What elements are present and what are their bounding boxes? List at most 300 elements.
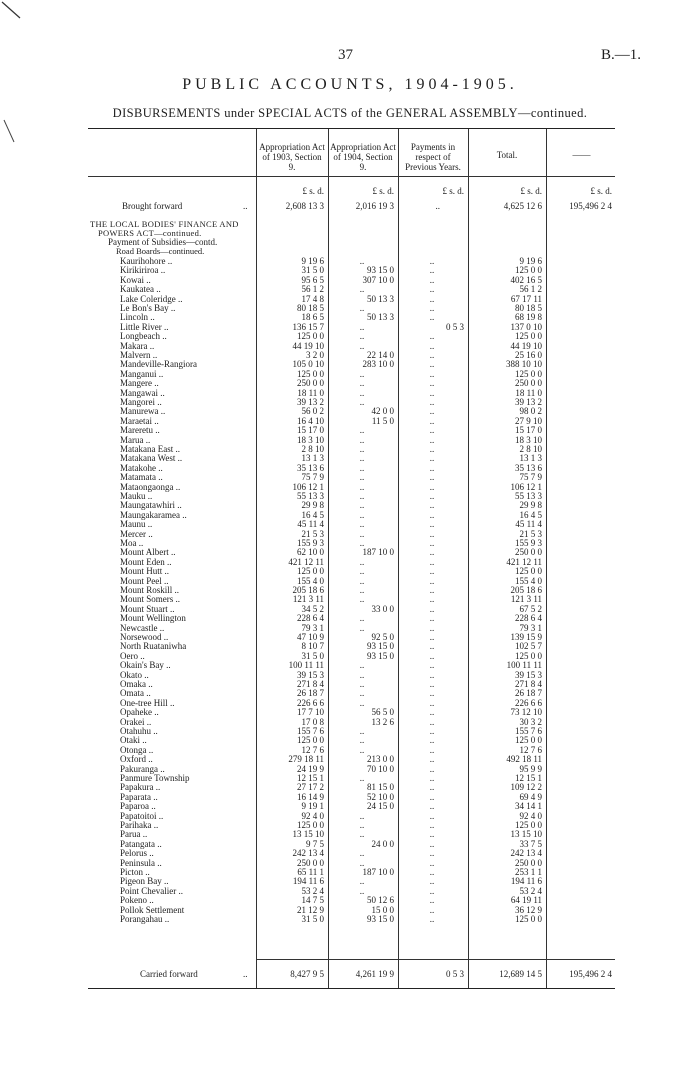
amount-cell-c2: ..: [359, 321, 365, 332]
amount-cell-c3: ..: [429, 453, 435, 464]
amount-cell-c4: 139 15 9: [510, 632, 542, 642]
road-board-name: Makara ..: [120, 340, 155, 351]
road-board-name: Moa ..: [120, 538, 144, 548]
road-board-name: Kaukatea ..: [120, 284, 161, 295]
amount-cell-c2: ..: [359, 538, 365, 548]
road-board-name: Lake Coleridge ..: [120, 293, 183, 304]
amount-cell-c2: 50 12 6: [367, 895, 394, 906]
amount-cell-c3: ..: [429, 519, 435, 530]
amount-cell-c4: 15 17 0: [515, 425, 542, 436]
amount-cell-c1: 125 0 0: [297, 735, 324, 746]
table-row: [88, 792, 615, 801]
column-header-act-1903: Appropriation Act of 1903, Section 9.: [259, 142, 325, 172]
amount-cell-c4: 121 3 11: [510, 594, 542, 605]
amount-cell-c2: 307 10 0: [362, 274, 394, 285]
amount-cell-c3: ..: [429, 867, 435, 877]
amount-cell-c1: 18 6 5: [301, 312, 324, 323]
road-board-name: Mangorei ..: [120, 397, 162, 407]
amount-cell-c1: 8 10 7: [301, 641, 324, 652]
road-board-name: Kaurihohore ..: [120, 256, 173, 266]
amount-cell-c3: ..: [429, 462, 435, 473]
amount-cell-c1: 53 2 4: [301, 885, 324, 896]
amount-cell-c2: 187 10 0: [362, 867, 394, 877]
road-board-name: Pollok Settlement: [120, 904, 185, 915]
amount-cell-c2: ..: [359, 820, 365, 830]
amount-cell-c2: ..: [359, 594, 365, 605]
amount-cell-c3: ..: [429, 660, 435, 671]
amount-cell-c2: ..: [359, 810, 365, 821]
amount-cell-c3: ..: [429, 556, 435, 567]
amount-cell-c4: 250 0 0: [515, 857, 542, 868]
total-rule: [256, 959, 615, 960]
amount-cell-c2: ..: [359, 697, 365, 708]
road-board-name: North Ruataniwha: [120, 641, 187, 652]
amount-cell-c4: 45 11 4: [515, 519, 542, 530]
road-board-name: Papatoitoi ..: [120, 810, 164, 821]
amount-cell-c4: 100 11 11: [506, 660, 542, 671]
amount-cell-c3: ..: [429, 632, 435, 642]
amount-cell-c4: 155 9 3: [515, 538, 542, 548]
road-board-name: Maungakaramea ..: [120, 509, 187, 520]
amount-cell-c1: 56 1 2: [301, 284, 324, 295]
amount-cell-c2: ..: [359, 331, 365, 342]
amount-cell-c3: ..: [429, 697, 435, 708]
table-row: [88, 557, 615, 566]
amount-cell-c3: ..: [429, 716, 435, 727]
amount-cell-c1: 21 12 9: [297, 904, 324, 915]
amount-cell-c3: ..: [429, 782, 435, 793]
amount-cell-c2: ..: [359, 500, 365, 511]
carried-forward-c4: 12,689 14 5: [499, 969, 542, 979]
amount-cell-c1: 31 5 0: [301, 914, 324, 924]
road-board-name: Mangawai ..: [120, 387, 165, 398]
amount-cell-c2: ..: [359, 519, 365, 530]
amount-cell-c2: ..: [359, 622, 365, 633]
road-board-name: Papakura ..: [120, 782, 161, 793]
amount-cell-c1: 13 1 3: [301, 453, 324, 464]
amount-cell-c1: 39 15 3: [297, 669, 324, 680]
amount-cell-c4: 137 0 10: [510, 321, 542, 332]
amount-cell-c4: 25 16 0: [515, 350, 542, 360]
road-board-name: Mount Wellington: [120, 613, 186, 624]
amount-cell-c2: ..: [359, 848, 365, 859]
table-row: [88, 670, 615, 679]
road-board-name: Paparata ..: [120, 791, 158, 802]
amount-cell-c1: 39 13 2: [297, 397, 324, 407]
table-row: [88, 519, 615, 528]
table-row: [88, 406, 615, 415]
table-row: [88, 416, 615, 425]
amount-cell-c4: 125 0 0: [515, 735, 542, 746]
amount-cell-c4: 35 13 6: [515, 462, 542, 473]
amount-cell-c4: 2 8 10: [519, 444, 542, 454]
amount-cell-c3: ..: [429, 707, 435, 718]
amount-cell-c2: ..: [359, 735, 365, 746]
amount-cell-c2: ..: [359, 453, 365, 464]
amount-cell-c1: 15 17 0: [297, 425, 324, 436]
amount-cell-c4: 75 7 9: [519, 472, 542, 483]
road-board-name: Parua ..: [120, 829, 148, 840]
amount-cell-c4: 55 13 3: [515, 491, 542, 501]
amount-cell-c2: 56 5 0: [371, 707, 394, 718]
amount-cell-c3: ..: [429, 340, 435, 351]
amount-cell-c4: 125 0 0: [515, 265, 542, 276]
amount-cell-c3: ..: [429, 669, 435, 680]
amount-cell-c3: ..: [429, 744, 435, 755]
amount-cell-c1: 2 8 10: [301, 444, 324, 454]
amount-cell-c3: ..: [429, 688, 435, 699]
amount-cell-c3: ..: [429, 481, 435, 492]
carried-forward-label: Carried forward: [140, 969, 198, 979]
road-board-name: Okain's Bay ..: [120, 660, 171, 671]
amount-cell-c1: 228 6 4: [297, 613, 324, 624]
amount-cell-c4: 106 12 1: [510, 481, 542, 492]
road-board-name: Oxford ..: [120, 754, 153, 765]
road-board-name: Pigeon Bay ..: [120, 876, 169, 887]
currency-label: £ s. d.: [442, 186, 464, 196]
road-board-name: Matakana East ..: [120, 444, 180, 454]
amount-cell-c2: 24 0 0: [371, 838, 394, 849]
amount-cell-c4: 125 0 0: [515, 566, 542, 577]
table-row: [88, 623, 615, 632]
road-board-name: Patangata ..: [120, 838, 162, 849]
amount-cell-c3: ..: [429, 810, 435, 821]
amount-cell-c2: ..: [359, 744, 365, 755]
currency-label: £ s. d.: [520, 186, 542, 196]
amount-cell-c3: ..: [429, 754, 435, 765]
amount-cell-c3: ..: [429, 406, 435, 417]
table-row: [88, 745, 615, 754]
amount-cell-c3: ..: [429, 848, 435, 859]
road-board-name: Matamata ..: [120, 472, 163, 483]
table-row: [88, 660, 615, 669]
amount-cell-c3: ..: [429, 547, 435, 558]
amount-cell-c2: ..: [359, 491, 365, 501]
amount-cell-c1: 29 9 8: [301, 500, 324, 511]
amount-cell-c2: ..: [359, 885, 365, 896]
amount-cell-c3: 0 5 3: [446, 321, 464, 332]
amount-cell-c1: 17 4 8: [301, 293, 324, 304]
amount-cell-c4: 242 13 4: [510, 848, 542, 859]
table-row: [88, 472, 615, 481]
amount-cell-c3: ..: [429, 397, 435, 407]
table-row: [88, 425, 615, 434]
road-board-name: Mount Eden ..: [120, 556, 172, 567]
amount-cell-c3: ..: [429, 274, 435, 285]
amount-cell-c2: ..: [359, 444, 365, 454]
amount-cell-c1: 62 10 0: [297, 547, 324, 558]
amount-cell-c4: 125 0 0: [515, 820, 542, 830]
road-board-name: Panmure Township: [120, 773, 190, 783]
amount-cell-c2: 93 15 0: [367, 265, 394, 276]
amount-cell-c2: 22 14 0: [367, 350, 394, 360]
amount-cell-c4: 125 0 0: [515, 650, 542, 661]
table-row: [88, 688, 615, 697]
amount-cell-c3: ..: [429, 622, 435, 633]
currency-label: £ s. d.: [590, 186, 612, 196]
amount-cell-c2: ..: [359, 378, 365, 389]
amount-cell-c4: 53 2 4: [519, 885, 542, 896]
road-board-name: Otaki ..: [120, 735, 147, 746]
amount-cell-c2: 93 15 0: [367, 641, 394, 652]
amount-cell-c1: 26 18 7: [297, 688, 324, 699]
amount-cell-c1: 56 0 2: [301, 406, 324, 417]
table-row: [88, 378, 615, 387]
amount-cell-c1: 106 12 1: [292, 481, 324, 492]
amount-cell-c3: ..: [429, 838, 435, 849]
amount-cell-c4: 253 1 1: [515, 867, 542, 877]
amount-cell-c3: ..: [429, 528, 435, 539]
amount-cell-c4: 98 0 2: [519, 406, 542, 417]
amount-cell-c1: 250 0 0: [297, 857, 324, 868]
amount-cell-c4: 68 19 8: [515, 312, 542, 323]
table-row: [88, 294, 615, 303]
amount-cell-c2: ..: [359, 481, 365, 492]
amount-cell-c1: 121 3 11: [292, 594, 324, 605]
amount-cell-c3: ..: [429, 801, 435, 812]
page-subtitle: DISBURSEMENTS under SPECIAL ACTS of the GENERAL ASSEMBLY—continued.: [112, 106, 588, 120]
amount-cell-c1: 47 10 9: [297, 632, 324, 642]
amount-cell-c4: 56 1 2: [519, 284, 542, 295]
amount-cell-c4: 250 0 0: [515, 547, 542, 558]
amount-cell-c2: ..: [359, 876, 365, 887]
amount-cell-c2: ..: [359, 472, 365, 483]
amount-cell-c1: 226 6 6: [297, 697, 324, 708]
column-header-blank: ——: [572, 150, 591, 160]
amount-cell-c4: 39 13 2: [515, 397, 542, 407]
table-row: [88, 547, 615, 556]
table-row: [88, 350, 615, 359]
amount-cell-c2: 213 0 0: [367, 754, 394, 765]
amount-cell-c3: ..: [429, 773, 435, 783]
amount-cell-c2: ..: [359, 340, 365, 351]
amount-cell-c2: ..: [359, 679, 365, 689]
table-row: [88, 312, 615, 321]
amount-cell-c4: 492 18 11: [506, 754, 542, 765]
road-board-name: Paparoa ..: [120, 801, 156, 812]
table-row: [88, 576, 615, 585]
amount-cell-c1: 136 15 7: [292, 321, 324, 332]
road-board-name: Otahuhu ..: [120, 726, 158, 736]
amount-cell-c1: 16 4 10: [297, 415, 324, 426]
amount-cell-c3: ..: [429, 303, 435, 313]
document-reference: B.—1.: [601, 47, 642, 63]
road-board-name: Matakohe ..: [120, 462, 163, 473]
page-number: 37: [338, 47, 353, 63]
amount-cell-c3: ..: [429, 641, 435, 652]
amount-cell-c2: 52 10 0: [367, 791, 394, 802]
road-board-name: Norsewood ..: [120, 632, 169, 642]
carried-forward-c1: 8,427 9 5: [290, 969, 324, 979]
amount-cell-c1: 75 7 9: [301, 472, 324, 483]
road-board-name: Okato ..: [120, 669, 149, 680]
amount-cell-c1: 250 0 0: [297, 378, 324, 389]
road-board-name: Mercer ..: [120, 528, 153, 539]
amount-cell-c3: ..: [429, 735, 435, 746]
table-row: [88, 782, 615, 791]
amount-cell-c1: 155 4 0: [297, 575, 324, 586]
amount-cell-c4: 36 12 9: [515, 904, 542, 915]
amount-cell-c4: 67 5 2: [519, 603, 542, 614]
amount-cell-c1: 31 5 0: [301, 265, 324, 276]
currency-label: £ s. d.: [302, 186, 324, 196]
header-rule: [88, 176, 615, 177]
table-row: [88, 867, 615, 876]
amount-cell-c4: 18 11 0: [515, 387, 542, 398]
amount-cell-c3: ..: [429, 613, 435, 624]
amount-cell-c4: 205 18 6: [510, 585, 542, 595]
table-row: [88, 914, 615, 923]
table-row: [88, 500, 615, 509]
amount-cell-c1: 16 4 5: [301, 509, 324, 520]
amount-cell-c4: 228 6 4: [515, 613, 542, 624]
amount-cell-c2: 283 10 0: [362, 359, 394, 370]
table-row: [88, 482, 615, 491]
table-row: [88, 876, 615, 885]
section-heading-road-boards: Road Boards—continued.: [116, 246, 205, 256]
amount-cell-c3: ..: [429, 256, 435, 266]
table-row: [88, 491, 615, 500]
amount-cell-c4: 33 7 5: [519, 838, 542, 849]
table-row: [88, 388, 615, 397]
table-row: [88, 256, 615, 265]
carried-forward-c5: 195,496 2 4: [569, 969, 612, 979]
amount-cell-c3: ..: [429, 679, 435, 689]
table-row: [88, 858, 615, 867]
amount-cell-c2: 15 0 0: [371, 904, 394, 915]
amount-cell-c1: 95 6 5: [301, 274, 324, 285]
amount-cell-c2: ..: [359, 660, 365, 671]
amount-cell-c2: 13 2 6: [371, 716, 394, 727]
amount-cell-c3: ..: [429, 594, 435, 605]
table-row: [88, 435, 615, 444]
road-board-name: Maungatawhiri ..: [120, 500, 182, 511]
amount-cell-c3: ..: [429, 914, 435, 924]
amount-cell-c1: 421 12 11: [288, 556, 324, 567]
table-row: [88, 848, 615, 857]
amount-cell-c2: ..: [359, 528, 365, 539]
amount-cell-c2: ..: [359, 397, 365, 407]
table-row: [88, 359, 615, 368]
amount-cell-c3: ..: [429, 368, 435, 379]
amount-cell-c3: ..: [429, 585, 435, 595]
table-row: [88, 726, 615, 735]
road-board-name: Marua ..: [120, 434, 151, 445]
brought-forward-c1: 2,608 13 3: [285, 201, 324, 211]
brought-forward-c4: 4,625 12 6: [503, 201, 542, 211]
table-row: [88, 632, 615, 641]
amount-cell-c3: ..: [429, 820, 435, 830]
amount-cell-c2: ..: [359, 575, 365, 586]
road-board-name: Malvern ..: [120, 350, 158, 360]
road-board-name: Mount Peel ..: [120, 575, 169, 586]
amount-cell-c3: ..: [429, 895, 435, 906]
brought-forward-c3: ..: [435, 201, 440, 211]
road-board-name: Mount Roskill ..: [120, 585, 180, 595]
amount-cell-c2: ..: [359, 726, 365, 736]
amount-cell-c2: 93 15 0: [367, 914, 394, 924]
amount-cell-c3: ..: [429, 293, 435, 304]
amount-cell-c2: 92 5 0: [371, 632, 394, 642]
road-board-name: Pokeno ..: [120, 895, 154, 906]
road-board-name: Lincoln ..: [120, 312, 155, 323]
amount-cell-c4: 16 4 5: [519, 509, 542, 520]
amount-cell-c3: ..: [429, 538, 435, 548]
amount-cell-c2: ..: [359, 425, 365, 436]
road-board-name: Mount Stuart ..: [120, 603, 175, 614]
amount-cell-c3: ..: [429, 491, 435, 501]
amount-cell-c4: 44 19 10: [510, 340, 542, 351]
amount-cell-c4: 226 6 6: [515, 697, 542, 708]
amount-cell-c1: 194 11 6: [292, 876, 324, 887]
leader-dots: ..: [243, 201, 248, 211]
table-row: [88, 303, 615, 312]
road-board-name: Kowai ..: [120, 274, 151, 285]
table-row: [88, 566, 615, 575]
road-board-name: Matakana West ..: [120, 453, 183, 464]
amount-cell-c4: 73 12 10: [510, 707, 542, 718]
amount-cell-c1: 35 13 6: [297, 462, 324, 473]
amount-cell-c3: ..: [429, 359, 435, 370]
amount-cell-c1: 44 19 10: [292, 340, 324, 351]
table-row: [88, 707, 615, 716]
amount-cell-c2: 42 0 0: [371, 406, 394, 417]
brought-forward-label: Brought forward: [122, 201, 183, 211]
amount-cell-c2: 93 15 0: [367, 650, 394, 661]
amount-cell-c1: 125 0 0: [297, 566, 324, 577]
amount-cell-c1: 3 2 0: [306, 350, 324, 360]
table-row: [88, 538, 615, 547]
road-board-name: Mandeville-Rangiora: [120, 359, 197, 370]
road-board-name: Le Bon's Bay ..: [120, 303, 176, 313]
amount-cell-c3: ..: [429, 726, 435, 736]
amount-cell-c4: 125 0 0: [515, 331, 542, 342]
amount-cell-c1: 80 18 5: [297, 303, 324, 313]
road-board-name: Newcastle ..: [120, 622, 165, 633]
table-row: [88, 529, 615, 538]
amount-cell-c4: 95 9 9: [519, 763, 542, 774]
amount-cell-c4: 92 4 0: [519, 810, 542, 821]
table-row: [88, 284, 615, 293]
amount-cell-c3: ..: [429, 500, 435, 511]
carried-forward-c3: 0 5 3: [446, 969, 464, 979]
amount-cell-c1: 12 7 6: [301, 744, 324, 755]
amount-cell-c4: 125 0 0: [515, 368, 542, 379]
amount-cell-c2: 24 15 0: [367, 801, 394, 812]
amount-cell-c3: ..: [429, 876, 435, 887]
road-board-name: Little River ..: [120, 321, 169, 332]
amount-cell-c3: ..: [429, 650, 435, 661]
amount-cell-c1: 79 3 1: [301, 622, 324, 633]
amount-cell-c4: 194 11 6: [510, 876, 542, 887]
amount-cell-c3: ..: [429, 885, 435, 896]
amount-cell-c1: 105 0 10: [292, 359, 324, 370]
amount-cell-c2: ..: [359, 509, 365, 520]
amount-cell-c2: 81 15 0: [367, 782, 394, 793]
amount-cell-c1: 17 0 8: [301, 716, 324, 727]
amount-cell-c4: 125 0 0: [515, 914, 542, 924]
amount-cell-c3: ..: [429, 857, 435, 868]
amount-cell-c2: ..: [359, 566, 365, 577]
column-header-total: Total.: [496, 150, 518, 160]
amount-cell-c1: 18 3 10: [297, 434, 324, 445]
amount-cell-c4: 12 15 1: [515, 773, 542, 783]
road-board-name: Omata ..: [120, 688, 151, 699]
amount-cell-c4: 27 9 10: [515, 415, 542, 426]
table-row: [88, 698, 615, 707]
amount-cell-c1: 18 11 0: [297, 387, 324, 398]
table-row: [88, 331, 615, 340]
